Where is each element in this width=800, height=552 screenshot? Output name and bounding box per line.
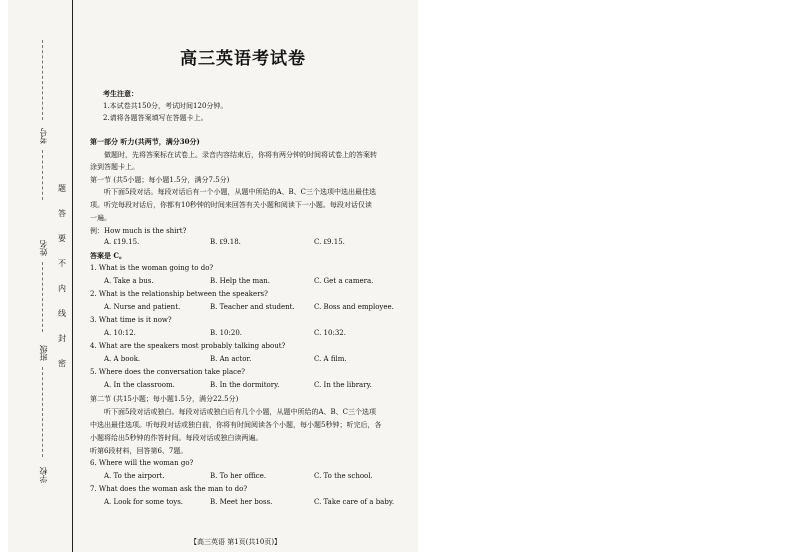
seal-char: 不: [58, 259, 66, 268]
question-option: B. Meet her boss.: [210, 498, 273, 506]
question-text: 1. What is the woman going to do?: [90, 264, 214, 272]
question-option: B. Teacher and student.: [210, 303, 295, 311]
question-option: A. To the airport.: [104, 472, 165, 480]
question-option: B. Help the man.: [210, 277, 271, 285]
question-text: 6. Where will the woman go?: [90, 459, 194, 467]
notice-item: 1.本试卷共150分，考试时间120分钟。: [103, 102, 228, 110]
question-option: B. In the dormitory.: [210, 381, 280, 389]
notice-heading: 考生注意：: [103, 89, 138, 98]
margin-label-class: 班级: [39, 345, 48, 361]
seal-char: 题: [58, 184, 66, 193]
page-footer: 【高三英语 第1页(共10页)】: [190, 538, 282, 546]
question-option: C. To the school.: [314, 472, 373, 480]
margin-label-exam-number: 考号: [39, 128, 48, 144]
seal-char: 密: [58, 359, 66, 368]
section2-intro: 小题将给出5秒钟的作答时间。每段对话或独白读两遍。: [90, 434, 263, 442]
question-option: C. Boss and employee.: [314, 303, 394, 311]
question-option: B. 10:20.: [210, 329, 242, 337]
question-option: B. To her office.: [210, 472, 267, 480]
notice-item: 2.请将各题答案填写在答题卡上。: [103, 114, 208, 122]
question-option: C. In the library.: [314, 381, 372, 389]
example-option: B. ₤9.18.: [210, 238, 241, 246]
margin-blank: [42, 40, 43, 120]
example-answer: 答案是 C。: [90, 251, 127, 260]
example-option: C. ₤9.15.: [314, 238, 345, 246]
question-option: C. Take care of a baby.: [314, 498, 395, 506]
margin-label-name: 姓名: [39, 240, 48, 256]
seal-char: 封: [58, 334, 66, 343]
margin-blank: [42, 367, 43, 457]
binding-line: [72, 0, 73, 552]
question-option: A. Nurse and patient.: [104, 303, 181, 311]
section1-intro: 一遍。: [90, 214, 111, 222]
section1-intro: 项。听完每段对话后，你都有10秒钟的时间来回答有关小题和阅读下一小题。每段对话仅读: [90, 201, 372, 209]
section2-heading: 第二节 (共15小题；每小题1.5分，满分22.5分): [90, 395, 239, 403]
question-option: A. A book.: [104, 355, 141, 363]
question-text: 5. Where does the conversation take place?: [90, 368, 245, 376]
margin-blank: [42, 262, 43, 332]
question-option: C. 10:32.: [314, 329, 346, 337]
question-text: 2. What is the relationship between the speakers?: [90, 290, 268, 298]
question-option: A. In the classroom.: [104, 381, 175, 389]
section1-heading: 第一节 (共5小题；每小题1.5分，满分7.5分): [90, 176, 230, 184]
margin-blank: [42, 150, 43, 200]
margin-label-school: 学校: [39, 467, 48, 483]
exam-paper: [8, 0, 418, 552]
part1-heading: 第一部分 听力(共两节，满分30分): [90, 137, 200, 146]
seal-char: 要: [58, 234, 66, 243]
question-text: 4. What are the speakers most probably talking about?: [90, 342, 286, 350]
seal-char: 线: [58, 309, 66, 318]
question-option: A. Look for some toys.: [104, 498, 184, 506]
section1-intro: 听下面5段对话。每段对话后有一个小题，从题中所给的A、B、C三个选项中选出最佳选: [104, 188, 377, 196]
part1-intro: 做题时，先将答案标在试卷上。录音内容结束后，你将有两分钟的时间将试卷上的答案转: [104, 151, 377, 159]
question-option: C. Get a camera.: [314, 277, 374, 285]
seal-char: 内: [58, 284, 66, 293]
section2-material: 听第6段材料，回答第6、7题。: [90, 447, 188, 455]
seal-char: 答: [58, 209, 66, 218]
question-option: C. A film.: [314, 355, 347, 363]
example-option: A. ₤19.15.: [104, 238, 140, 246]
question-option: B. An actor.: [210, 355, 252, 363]
question-option: A. 10:12.: [104, 329, 136, 337]
page-title: 高三英语考试卷: [180, 49, 306, 69]
question-text: 7. What does the woman ask the man to do?: [90, 485, 248, 493]
question-option: A. Take a bus.: [104, 277, 154, 285]
question-text: 3. What time is it now?: [90, 316, 172, 324]
example-question: 例：How much is the shirt?: [90, 227, 187, 235]
part1-intro: 涂到答题卡上。: [90, 163, 139, 171]
section2-intro: 中选出最佳选项。听每段对话或独白前，你将有时间阅读各个小题，每小题5秒钟；听完后，各: [90, 421, 382, 429]
section2-intro: 听下面5段对话或独白。每段对话或独白后有几个小题，从题中所给的A、B、C三个选项: [104, 408, 377, 416]
